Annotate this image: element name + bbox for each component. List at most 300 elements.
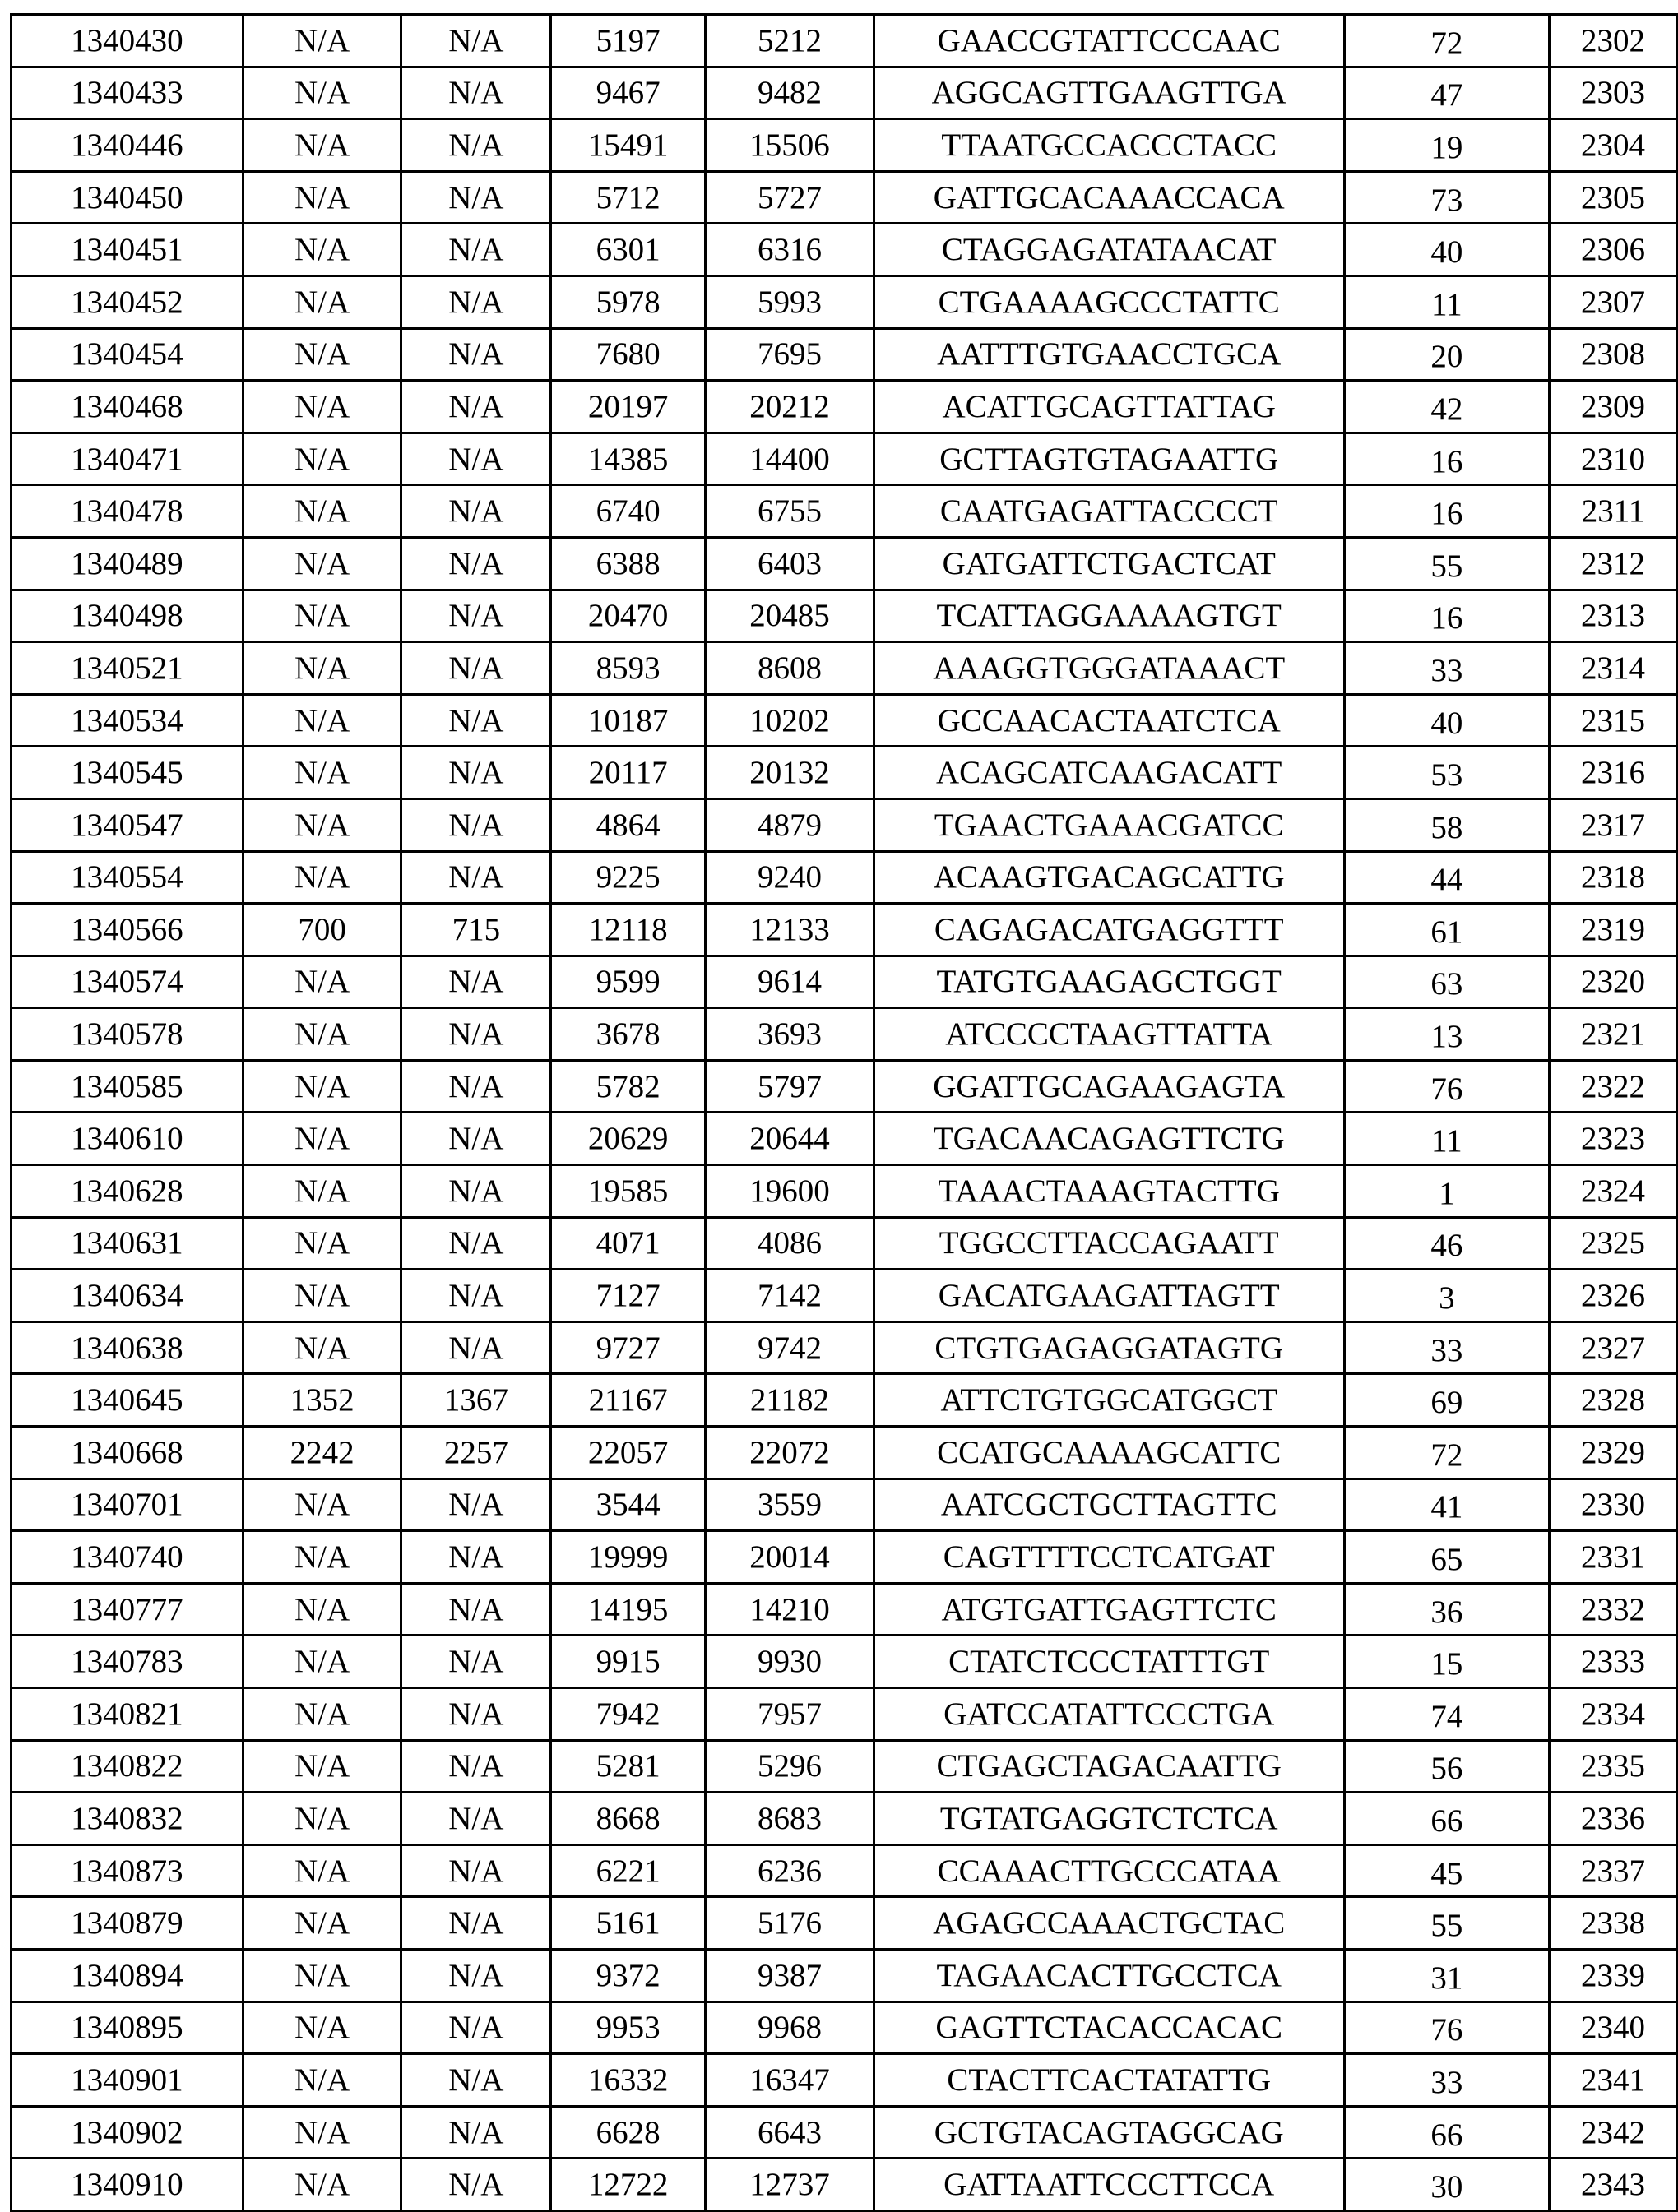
cell-compound-id: 1340554 (12, 851, 243, 904)
cell-inhibition-percent: 55 (1344, 537, 1550, 590)
cell-stop-site-2: 15506 (706, 119, 874, 172)
cell-stop-site-1: N/A (401, 747, 551, 799)
cell-sequence: TGGCCTTACCAGAATT (874, 1217, 1344, 1270)
table-row (12, 2106, 1677, 2159)
cell-compound-id: 1340574 (12, 956, 243, 1008)
cell-seq-id-no: 2308 (1550, 328, 1677, 381)
cell-inhibition-percent: 42 (1344, 381, 1550, 433)
table-body (12, 15, 1677, 2211)
cell-stop-site-1: N/A (401, 1113, 551, 1165)
cell-seq-id-no: 2341 (1550, 2054, 1677, 2107)
cell-inhibition-percent: 72 (1344, 1427, 1550, 1479)
cell-start-site-1: N/A (243, 67, 401, 119)
cell-start-site-1: N/A (243, 1270, 401, 1322)
cell-stop-site-1: N/A (401, 956, 551, 1008)
cell-seq-id-no: 2314 (1550, 642, 1677, 695)
cell-seq-id-no: 2303 (1550, 67, 1677, 119)
cell-seq-id-no: 2315 (1550, 694, 1677, 747)
cell-seq-id-no: 2320 (1550, 956, 1677, 1008)
cell-start-site-1: N/A (243, 1165, 401, 1218)
cell-sequence: GAACCGTATTCCCAAC (874, 15, 1344, 67)
cell-stop-site-2: 4086 (706, 1217, 874, 1270)
cell-inhibition-percent: 41 (1344, 1479, 1550, 1531)
cell-start-site-2: 22057 (551, 1427, 706, 1479)
cell-stop-site-2: 20132 (706, 747, 874, 799)
cell-inhibition-percent: 56 (1344, 1740, 1550, 1793)
cell-start-site-2: 5161 (551, 1897, 706, 1950)
cell-sequence: GACATGAAGATTAGTT (874, 1270, 1344, 1322)
table-row (12, 1113, 1677, 1165)
cell-start-site-1: N/A (243, 1844, 401, 1897)
table-row (12, 1844, 1677, 1897)
cell-start-site-1: N/A (243, 642, 401, 695)
cell-seq-id-no: 2328 (1550, 1374, 1677, 1427)
cell-sequence: AGGCAGTTGAAGTTGA (874, 67, 1344, 119)
table-row (12, 224, 1677, 276)
cell-stop-site-1: 2257 (401, 1427, 551, 1479)
cell-start-site-2: 5712 (551, 171, 706, 224)
cell-stop-site-1: N/A (401, 275, 551, 328)
cell-start-site-2: 10187 (551, 694, 706, 747)
cell-inhibition-percent: 47 (1344, 67, 1550, 119)
cell-sequence: CAGTTTTCCTCATGAT (874, 1531, 1344, 1584)
cell-inhibition-percent: 11 (1344, 1113, 1550, 1165)
table-row (12, 1793, 1677, 1845)
table-row (12, 1165, 1677, 1218)
cell-sequence: TAAACTAAAGTACTTG (874, 1165, 1344, 1218)
cell-stop-site-1: N/A (401, 694, 551, 747)
cell-seq-id-no: 2342 (1550, 2106, 1677, 2159)
cell-stop-site-2: 5296 (706, 1740, 874, 1793)
cell-start-site-2: 4864 (551, 798, 706, 851)
cell-stop-site-2: 6643 (706, 2106, 874, 2159)
cell-sequence: TTAATGCCACCCTACC (874, 119, 1344, 172)
cell-compound-id: 1340910 (12, 2159, 243, 2211)
cell-sequence: AGAGCCAAACTGCTAC (874, 1897, 1344, 1950)
table-row (12, 485, 1677, 538)
cell-start-site-2: 3678 (551, 1008, 706, 1061)
cell-stop-site-2: 22072 (706, 1427, 874, 1479)
cell-stop-site-1: N/A (401, 1636, 551, 1688)
cell-start-site-2: 9372 (551, 1949, 706, 2001)
cell-start-site-2: 7942 (551, 1688, 706, 1741)
cell-seq-id-no: 2321 (1550, 1008, 1677, 1061)
cell-start-site-1: N/A (243, 1321, 401, 1374)
cell-start-site-1: N/A (243, 1217, 401, 1270)
cell-stop-site-2: 9240 (706, 851, 874, 904)
cell-start-site-2: 3544 (551, 1479, 706, 1531)
cell-stop-site-1: N/A (401, 1844, 551, 1897)
cell-inhibition-percent: 58 (1344, 798, 1550, 851)
cell-stop-site-2: 21182 (706, 1374, 874, 1427)
cell-inhibition-percent: 19 (1344, 119, 1550, 172)
cell-stop-site-1: N/A (401, 1583, 551, 1636)
cell-seq-id-no: 2318 (1550, 851, 1677, 904)
cell-start-site-1: N/A (243, 328, 401, 381)
cell-stop-site-1: N/A (401, 171, 551, 224)
cell-stop-site-1: N/A (401, 224, 551, 276)
cell-stop-site-2: 9614 (706, 956, 874, 1008)
cell-seq-id-no: 2338 (1550, 1897, 1677, 1950)
cell-seq-id-no: 2323 (1550, 1113, 1677, 1165)
cell-seq-id-no: 2331 (1550, 1531, 1677, 1584)
cell-sequence: TATGTGAAGAGCTGGT (874, 956, 1344, 1008)
cell-compound-id: 1340701 (12, 1479, 243, 1531)
cell-start-site-1: N/A (243, 1793, 401, 1845)
cell-inhibition-percent: 61 (1344, 904, 1550, 956)
cell-stop-site-1: N/A (401, 1897, 551, 1950)
cell-compound-id: 1340578 (12, 1008, 243, 1061)
cell-stop-site-2: 9387 (706, 1949, 874, 2001)
cell-start-site-1: N/A (243, 1949, 401, 2001)
cell-stop-site-1: N/A (401, 1949, 551, 2001)
cell-seq-id-no: 2325 (1550, 1217, 1677, 1270)
cell-sequence: GGATTGCAGAAGAGTA (874, 1060, 1344, 1113)
table-row (12, 171, 1677, 224)
cell-stop-site-2: 12737 (706, 2159, 874, 2211)
cell-stop-site-1: N/A (401, 328, 551, 381)
table-row (12, 381, 1677, 433)
cell-inhibition-percent: 53 (1344, 747, 1550, 799)
cell-compound-id: 1340451 (12, 224, 243, 276)
cell-start-site-2: 5197 (551, 15, 706, 67)
cell-start-site-1: N/A (243, 119, 401, 172)
table-row (12, 2054, 1677, 2107)
cell-sequence: ATTCTGTGGCATGGCT (874, 1374, 1344, 1427)
cell-inhibition-percent: 3 (1344, 1270, 1550, 1322)
cell-start-site-1: 700 (243, 904, 401, 956)
cell-inhibition-percent: 33 (1344, 642, 1550, 695)
cell-compound-id: 1340822 (12, 1740, 243, 1793)
cell-stop-site-2: 7957 (706, 1688, 874, 1741)
cell-start-site-2: 8668 (551, 1793, 706, 1845)
cell-stop-site-1: N/A (401, 590, 551, 642)
cell-stop-site-1: N/A (401, 1060, 551, 1113)
cell-inhibition-percent: 46 (1344, 1217, 1550, 1270)
cell-compound-id: 1340478 (12, 485, 243, 538)
cell-compound-id: 1340534 (12, 694, 243, 747)
cell-inhibition-percent: 66 (1344, 1793, 1550, 1845)
cell-start-site-1: N/A (243, 1897, 401, 1950)
cell-stop-site-2: 9742 (706, 1321, 874, 1374)
cell-start-site-1: N/A (243, 1636, 401, 1688)
cell-start-site-1: N/A (243, 1740, 401, 1793)
cell-stop-site-1: 715 (401, 904, 551, 956)
cell-stop-site-1: N/A (401, 119, 551, 172)
table-row (12, 1008, 1677, 1061)
cell-sequence: GAGTTCTACACCACAC (874, 2001, 1344, 2054)
cell-stop-site-1: N/A (401, 642, 551, 695)
cell-stop-site-2: 9930 (706, 1636, 874, 1688)
cell-seq-id-no: 2312 (1550, 537, 1677, 590)
cell-start-site-1: N/A (243, 851, 401, 904)
table-row (12, 2001, 1677, 2054)
cell-stop-site-1: N/A (401, 1270, 551, 1322)
cell-sequence: CTAGGAGATATAACAT (874, 224, 1344, 276)
cell-compound-id: 1340450 (12, 171, 243, 224)
cell-inhibition-percent: 72 (1344, 15, 1550, 67)
cell-stop-site-1: N/A (401, 1008, 551, 1061)
cell-compound-id: 1340585 (12, 1060, 243, 1113)
table-row (12, 956, 1677, 1008)
cell-compound-id: 1340545 (12, 747, 243, 799)
table-row (12, 119, 1677, 172)
cell-stop-site-2: 5797 (706, 1060, 874, 1113)
cell-compound-id: 1340452 (12, 275, 243, 328)
cell-inhibition-percent: 13 (1344, 1008, 1550, 1061)
table-row (12, 1740, 1677, 1793)
cell-compound-id: 1340610 (12, 1113, 243, 1165)
cell-inhibition-percent: 33 (1344, 1321, 1550, 1374)
cell-compound-id: 1340471 (12, 433, 243, 485)
cell-start-site-2: 20197 (551, 381, 706, 433)
cell-stop-site-2: 20212 (706, 381, 874, 433)
cell-start-site-1: N/A (243, 1688, 401, 1741)
cell-compound-id: 1340901 (12, 2054, 243, 2107)
table-row (12, 2159, 1677, 2211)
cell-seq-id-no: 2316 (1550, 747, 1677, 799)
table-row (12, 1531, 1677, 1584)
cell-sequence: CTGTGAGAGGATAGTG (874, 1321, 1344, 1374)
cell-seq-id-no: 2322 (1550, 1060, 1677, 1113)
cell-sequence: TGACAACAGAGTTCTG (874, 1113, 1344, 1165)
cell-start-site-1: N/A (243, 2001, 401, 2054)
cell-stop-site-2: 20644 (706, 1113, 874, 1165)
cell-inhibition-percent: 76 (1344, 1060, 1550, 1113)
cell-stop-site-1: N/A (401, 67, 551, 119)
table-row (12, 747, 1677, 799)
cell-start-site-1: N/A (243, 694, 401, 747)
cell-compound-id: 1340894 (12, 1949, 243, 2001)
cell-stop-site-1: N/A (401, 1217, 551, 1270)
cell-start-site-1: N/A (243, 2054, 401, 2107)
cell-seq-id-no: 2326 (1550, 1270, 1677, 1322)
cell-sequence: CAATGAGATTACCCCT (874, 485, 1344, 538)
cell-stop-site-1: N/A (401, 381, 551, 433)
cell-stop-site-1: N/A (401, 1740, 551, 1793)
cell-inhibition-percent: 31 (1344, 1949, 1550, 2001)
cell-compound-id: 1340873 (12, 1844, 243, 1897)
cell-start-site-2: 6388 (551, 537, 706, 590)
cell-start-site-2: 8593 (551, 642, 706, 695)
cell-seq-id-no: 2305 (1550, 171, 1677, 224)
cell-stop-site-1: 1367 (401, 1374, 551, 1427)
cell-start-site-2: 7127 (551, 1270, 706, 1322)
cell-stop-site-2: 5993 (706, 275, 874, 328)
cell-inhibition-percent: 40 (1344, 224, 1550, 276)
cell-sequence: ACAGCATCAAGACATT (874, 747, 1344, 799)
cell-start-site-1: N/A (243, 381, 401, 433)
cell-stop-site-1: N/A (401, 15, 551, 67)
table-row (12, 1060, 1677, 1113)
cell-stop-site-2: 14400 (706, 433, 874, 485)
cell-start-site-2: 9727 (551, 1321, 706, 1374)
cell-start-site-1: N/A (243, 224, 401, 276)
cell-start-site-2: 5782 (551, 1060, 706, 1113)
cell-start-site-2: 9915 (551, 1636, 706, 1688)
cell-start-site-1: N/A (243, 747, 401, 799)
table-row (12, 1270, 1677, 1322)
cell-stop-site-1: N/A (401, 2054, 551, 2107)
cell-start-site-1: N/A (243, 485, 401, 538)
table-row (12, 275, 1677, 328)
cell-seq-id-no: 2306 (1550, 224, 1677, 276)
cell-compound-id: 1340521 (12, 642, 243, 695)
table-row (12, 694, 1677, 747)
cell-start-site-2: 6628 (551, 2106, 706, 2159)
cell-start-site-2: 12118 (551, 904, 706, 956)
cell-stop-site-1: N/A (401, 1688, 551, 1741)
table-row (12, 1897, 1677, 1950)
cell-sequence: GATCCATATTCCCTGA (874, 1688, 1344, 1741)
cell-start-site-2: 16332 (551, 2054, 706, 2107)
cell-sequence: AATTTGTGAACCTGCA (874, 328, 1344, 381)
cell-sequence: GCTTAGTGTAGAATTG (874, 433, 1344, 485)
cell-start-site-2: 12722 (551, 2159, 706, 2211)
cell-stop-site-1: N/A (401, 851, 551, 904)
cell-start-site-2: 15491 (551, 119, 706, 172)
cell-inhibition-percent: 44 (1344, 851, 1550, 904)
cell-stop-site-1: N/A (401, 2001, 551, 2054)
cell-start-site-1: N/A (243, 1113, 401, 1165)
cell-start-site-2: 19585 (551, 1165, 706, 1218)
cell-compound-id: 1340628 (12, 1165, 243, 1218)
cell-stop-site-1: N/A (401, 433, 551, 485)
table-row (12, 1688, 1677, 1741)
cell-inhibition-percent: 65 (1344, 1531, 1550, 1584)
cell-start-site-2: 5281 (551, 1740, 706, 1793)
cell-start-site-2: 14195 (551, 1583, 706, 1636)
cell-compound-id: 1340638 (12, 1321, 243, 1374)
cell-start-site-2: 6221 (551, 1844, 706, 1897)
cell-start-site-2: 6740 (551, 485, 706, 538)
cell-start-site-1: N/A (243, 15, 401, 67)
cell-compound-id: 1340468 (12, 381, 243, 433)
cell-inhibition-percent: 20 (1344, 328, 1550, 381)
cell-stop-site-2: 7695 (706, 328, 874, 381)
cell-stop-site-2: 10202 (706, 694, 874, 747)
cell-stop-site-2: 20014 (706, 1531, 874, 1584)
cell-start-site-2: 20117 (551, 747, 706, 799)
cell-compound-id: 1340902 (12, 2106, 243, 2159)
cell-stop-site-1: N/A (401, 537, 551, 590)
cell-compound-id: 1340547 (12, 798, 243, 851)
cell-compound-id: 1340454 (12, 328, 243, 381)
cell-start-site-2: 19999 (551, 1531, 706, 1584)
cell-sequence: CAGAGACATGAGGTTT (874, 904, 1344, 956)
cell-compound-id: 1340498 (12, 590, 243, 642)
cell-stop-site-2: 6403 (706, 537, 874, 590)
table-row (12, 433, 1677, 485)
cell-sequence: CCATGCAAAAGCATTC (874, 1427, 1344, 1479)
cell-seq-id-no: 2330 (1550, 1479, 1677, 1531)
cell-start-site-1: N/A (243, 2159, 401, 2211)
cell-inhibition-percent: 55 (1344, 1897, 1550, 1950)
cell-inhibition-percent: 15 (1344, 1636, 1550, 1688)
cell-compound-id: 1340433 (12, 67, 243, 119)
cell-sequence: TCATTAGGAAAAGTGT (874, 590, 1344, 642)
cell-start-site-1: N/A (243, 433, 401, 485)
cell-start-site-1: N/A (243, 1008, 401, 1061)
cell-compound-id: 1340821 (12, 1688, 243, 1741)
cell-start-site-1: N/A (243, 590, 401, 642)
cell-inhibition-percent: 73 (1344, 171, 1550, 224)
table-row (12, 1583, 1677, 1636)
cell-start-site-2: 20470 (551, 590, 706, 642)
cell-start-site-2: 9225 (551, 851, 706, 904)
cell-inhibition-percent: 74 (1344, 1688, 1550, 1741)
cell-inhibition-percent: 63 (1344, 956, 1550, 1008)
table-row (12, 642, 1677, 695)
cell-stop-site-2: 3693 (706, 1008, 874, 1061)
cell-inhibition-percent: 33 (1344, 2054, 1550, 2107)
cell-seq-id-no: 2310 (1550, 433, 1677, 485)
table-row (12, 15, 1677, 67)
cell-stop-site-1: N/A (401, 1531, 551, 1584)
cell-seq-id-no: 2340 (1550, 2001, 1677, 2054)
cell-inhibition-percent: 66 (1344, 2106, 1550, 2159)
table-row (12, 590, 1677, 642)
cell-start-site-2: 21167 (551, 1374, 706, 1427)
cell-sequence: GCTGTACAGTAGGCAG (874, 2106, 1344, 2159)
cell-compound-id: 1340832 (12, 1793, 243, 1845)
cell-compound-id: 1340645 (12, 1374, 243, 1427)
cell-inhibition-percent: 11 (1344, 275, 1550, 328)
cell-inhibition-percent: 45 (1344, 1844, 1550, 1897)
table-row (12, 1479, 1677, 1531)
cell-compound-id: 1340446 (12, 119, 243, 172)
cell-compound-id: 1340895 (12, 2001, 243, 2054)
cell-start-site-2: 9953 (551, 2001, 706, 2054)
cell-sequence: CTACTTCACTATATTG (874, 2054, 1344, 2107)
cell-start-site-1: N/A (243, 956, 401, 1008)
table-row (12, 1217, 1677, 1270)
table-row (12, 67, 1677, 119)
cell-stop-site-2: 20485 (706, 590, 874, 642)
cell-compound-id: 1340777 (12, 1583, 243, 1636)
table-row (12, 904, 1677, 956)
cell-stop-site-2: 14210 (706, 1583, 874, 1636)
cell-start-site-2: 6301 (551, 224, 706, 276)
cell-sequence: GATTAATTCCCTTCCA (874, 2159, 1344, 2211)
cell-inhibition-percent: 40 (1344, 694, 1550, 747)
cell-stop-site-2: 16347 (706, 2054, 874, 2107)
cell-stop-site-2: 6236 (706, 1844, 874, 1897)
cell-seq-id-no: 2302 (1550, 15, 1677, 67)
cell-stop-site-1: N/A (401, 2159, 551, 2211)
cell-start-site-2: 9599 (551, 956, 706, 1008)
cell-seq-id-no: 2307 (1550, 275, 1677, 328)
cell-start-site-2: 20629 (551, 1113, 706, 1165)
cell-sequence: ACATTGCAGTTATTAG (874, 381, 1344, 433)
cell-seq-id-no: 2337 (1550, 1844, 1677, 1897)
cell-stop-site-1: N/A (401, 485, 551, 538)
cell-stop-site-1: N/A (401, 2106, 551, 2159)
cell-stop-site-2: 7142 (706, 1270, 874, 1322)
cell-sequence: CTGAGCTAGACAATTG (874, 1740, 1344, 1793)
cell-stop-site-2: 6316 (706, 224, 874, 276)
table-row (12, 1321, 1677, 1374)
cell-compound-id: 1340879 (12, 1897, 243, 1950)
cell-sequence: CTATCTCCCTATTTGT (874, 1636, 1344, 1688)
cell-stop-site-1: N/A (401, 1479, 551, 1531)
cell-start-site-2: 5978 (551, 275, 706, 328)
cell-inhibition-percent: 69 (1344, 1374, 1550, 1427)
cell-inhibition-percent: 76 (1344, 2001, 1550, 2054)
cell-sequence: GATTGCACAAACCACA (874, 171, 1344, 224)
cell-start-site-1: N/A (243, 1060, 401, 1113)
cell-compound-id: 1340668 (12, 1427, 243, 1479)
